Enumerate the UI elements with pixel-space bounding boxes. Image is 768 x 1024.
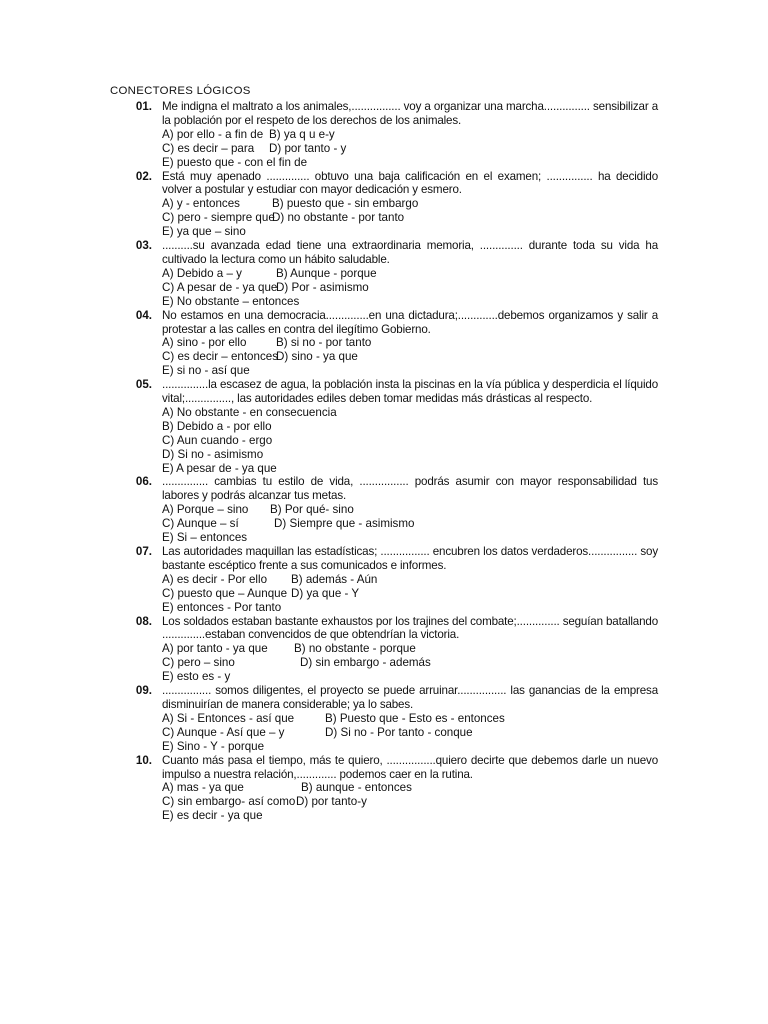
question-item — [110, 170, 658, 240]
question-number: 05. — [135, 378, 152, 392]
option-row — [162, 503, 658, 517]
answer-option: C) Aun cuando - ergo — [162, 433, 273, 447]
question-stem: Los soldados estaban bastante exhaustos por los trajines del combate;.............. seguían batallando ..............estaban convencidos de que obtendrían la victoria. — [162, 614, 658, 642]
question-body — [162, 615, 658, 685]
option-row — [162, 573, 658, 587]
answer-option: B) si no - por tanto — [276, 336, 372, 350]
option-row — [162, 142, 658, 156]
question-number: 01. — [135, 100, 152, 113]
question-item — [110, 239, 658, 309]
question-number: 07. — [135, 545, 152, 558]
option-row — [162, 295, 658, 309]
answer-option: D) Por - asimismo — [276, 280, 369, 294]
answer-option: D) sin embargo - además — [300, 656, 431, 670]
answer-option: B) Puesto que - Esto es - entonces — [325, 711, 505, 725]
answer-option: E) puesto que - con el fin de — [162, 155, 308, 169]
question-stem: ............... cambias tu estilo de vida, ................ podrás asumir con mayor responsabilidad tus labores y podrás alcanzar tus metas. — [162, 475, 658, 503]
answer-option: A) No obstante - en consecuencia — [162, 405, 337, 419]
answer-option: D) Siempre que - asimismo — [274, 517, 415, 531]
question-number: 02. — [135, 169, 152, 183]
answer-option: E) esto es - y — [162, 670, 231, 684]
answer-option: D) por tanto-y — [296, 795, 367, 809]
question-body — [162, 239, 658, 309]
answer-option: A) Debido a – y — [162, 266, 242, 280]
question-body — [162, 684, 658, 754]
question-body — [162, 475, 658, 545]
question-stem: Las autoridades maquillan las estadísticas; ................ encubren los datos verdaderos................ soy bastante escéptico frente a sus comunicados e informes. — [162, 545, 658, 572]
answer-option: A) por tanto - ya que — [162, 642, 268, 656]
question-item — [110, 754, 658, 824]
answer-option: C) pero – sino — [162, 656, 235, 670]
question-body — [162, 100, 658, 170]
answer-option: B) ya q u e-y — [269, 127, 335, 141]
question-number: 06. — [135, 475, 152, 489]
option-row — [162, 795, 658, 809]
question-item — [110, 475, 658, 545]
option-row — [162, 517, 658, 531]
option-row — [162, 364, 658, 378]
option-row — [162, 656, 658, 670]
answer-option: D) no obstante - por tanto — [272, 211, 405, 225]
option-row — [162, 781, 658, 795]
question-body — [162, 545, 658, 615]
question-body — [162, 754, 658, 824]
answer-option: E) Sino - Y - porque — [162, 739, 265, 753]
answer-option: E) ya que – sino — [162, 225, 246, 239]
question-item — [110, 309, 658, 379]
question-number: 10. — [135, 753, 152, 767]
answer-option: B) Aunque - porque — [276, 266, 377, 280]
answer-option: B) además - Aún — [291, 572, 378, 586]
option-row — [162, 448, 658, 462]
answer-option: C) A pesar de - ya que — [162, 280, 278, 294]
answer-option: A) por ello - a fin de — [162, 127, 264, 141]
question-list — [110, 100, 658, 823]
page-title: CONECTORES LÓGICOS — [110, 85, 251, 97]
option-row — [162, 434, 658, 448]
answer-option: C) pero - siempre que — [162, 211, 275, 225]
question-stem: ...............la escasez de agua, la población insta la piscinas en la vía pública y desperdicia el líquido vital;..............., las autoridades ediles deben tomar medidas más drásticas al respecto. — [162, 378, 658, 406]
answer-option: E) Si – entonces — [162, 531, 248, 545]
question-stem: Cuanto más pasa el tiempo, más te quiero, ................quiero decirte que debemos darle un nuevo impulso a nuestra relación,............. podemos caer en la rutina. — [162, 753, 658, 781]
question-number: 08. — [135, 614, 152, 628]
answer-option: E) es decir - ya que — [162, 809, 263, 823]
question-item — [110, 378, 658, 475]
option-row — [162, 420, 658, 434]
option-row — [162, 211, 658, 225]
answer-option: C) Aunque – sí — [162, 517, 239, 531]
option-row — [162, 587, 658, 601]
question-body — [162, 309, 658, 379]
question-stem: Me indigna el maltrato a los animales,................ voy a organizar una marcha............... sensibilizar a la población por el respeto de los derechos de los animales. — [162, 100, 658, 127]
option-row — [162, 670, 658, 684]
question-stem: ..........su avanzada edad tiene una extraordinaria memoria, .............. durante toda su vida ha cultivado la lectura como un hábito saludable. — [162, 239, 658, 266]
answer-option: B) Debido a - por ello — [162, 419, 272, 433]
answer-option: D) sino - ya que — [276, 350, 358, 364]
answer-option: A) mas - ya que — [162, 781, 244, 795]
question-item — [110, 545, 658, 615]
answer-option: E) entonces - Por tanto — [162, 600, 282, 614]
option-row — [162, 156, 658, 170]
option-row — [162, 350, 658, 364]
option-row — [162, 406, 658, 420]
answer-option: C) puesto que – Aunque — [162, 586, 288, 600]
answer-option: A) sino - por ello — [162, 336, 247, 350]
answer-option: C) es decir – entonces — [162, 350, 278, 364]
question-stem: No estamos en una democracia..............en una dictadura;.............debemos organizamos y salir a protestar a las calles en contra del ilegítimo Gobierno. — [162, 308, 658, 336]
answer-option: D) por tanto - y — [269, 141, 347, 155]
option-row — [162, 809, 658, 823]
answer-option: D) ya que - Y — [291, 586, 360, 600]
question-item — [110, 684, 658, 754]
answer-option: C) es decir – para — [162, 141, 255, 155]
question-stem: Está muy apenado .............. obtuvo una baja calificación en el examen; ............... ha decidido volver a postular y estudiar con mayor dedicación y esmero. — [162, 169, 658, 197]
answer-option: E) A pesar de - ya que — [162, 461, 277, 475]
question-stem: ................ somos diligentes, el proyecto se puede arruinar................ las ganancias de la empresa disminuirían de manera considerable; ya lo sabes. — [162, 684, 658, 711]
answer-option: D) Si no - Por tanto - conque — [325, 725, 473, 739]
question-number: 03. — [135, 239, 152, 253]
option-row — [162, 726, 658, 740]
option-row — [162, 336, 658, 350]
question-number: 04. — [135, 308, 152, 322]
option-row — [162, 531, 658, 545]
answer-option: B) puesto que - sin embargo — [272, 197, 419, 211]
answer-option: B) aunque - entonces — [301, 781, 412, 795]
answer-option: D) Si no - asimismo — [162, 447, 264, 461]
answer-option: E) si no - así que — [162, 364, 250, 378]
option-row — [162, 642, 658, 656]
answer-option: B) Por qué- sino — [270, 503, 354, 517]
answer-option: B) no obstante - porque — [294, 642, 416, 656]
question-number: 09. — [135, 684, 152, 698]
option-row — [162, 740, 658, 754]
question-item — [110, 100, 658, 170]
option-row — [162, 225, 658, 239]
answer-option: A) Porque – sino — [162, 503, 249, 517]
option-row — [162, 281, 658, 295]
answer-option: E) No obstante – entonces — [162, 294, 300, 308]
option-row — [162, 712, 658, 726]
answer-option: A) y - entonces — [162, 197, 240, 211]
option-row — [162, 601, 658, 615]
question-body — [162, 170, 658, 240]
answer-option: A) Si - Entonces - así que — [162, 711, 295, 725]
question-item — [110, 615, 658, 685]
option-row — [162, 128, 658, 142]
answer-option: C) Aunque - Así que – y — [162, 725, 285, 739]
option-row — [162, 267, 658, 281]
option-row — [162, 197, 658, 211]
option-row — [162, 462, 658, 476]
answer-option: C) sin embargo- así como — [162, 795, 296, 809]
answer-option: A) es decir - Por ello — [162, 572, 268, 586]
question-body — [162, 378, 658, 475]
